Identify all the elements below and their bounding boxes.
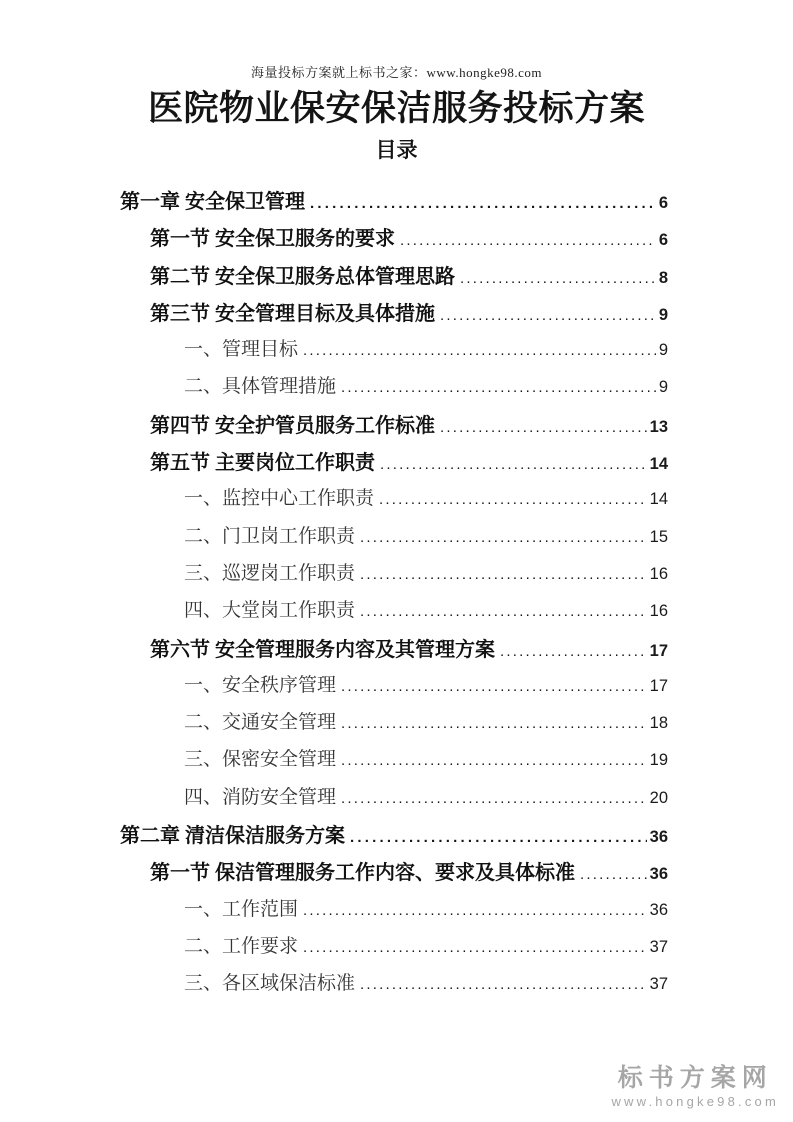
promo-header-text: 海量投标方案就上标书之家：www.hongke98.com	[251, 65, 542, 80]
watermark	[611, 1065, 779, 1109]
toc-entry-page: 13	[649, 417, 668, 436]
toc-entry[interactable]	[120, 371, 668, 408]
toc-leader-dots	[580, 862, 647, 885]
toc-leader-dots	[440, 303, 656, 326]
toc-entry[interactable]	[120, 782, 668, 819]
toc-entry[interactable]	[120, 558, 668, 595]
toc-entry-label: 第二章 清洁保洁服务方案	[120, 825, 345, 848]
toc-entry[interactable]	[120, 334, 668, 371]
toc-entry[interactable]	[120, 483, 668, 520]
toc-entry-label: 三、各区域保洁标准	[184, 973, 356, 995]
toc-entry[interactable]	[120, 670, 668, 707]
toc-entry-page: 9	[658, 341, 668, 360]
toc-entry-label: 四、消防安全管理	[184, 786, 337, 808]
toc-entry[interactable]	[120, 222, 668, 259]
toc-entry-label: 第五节 主要岗位工作职责	[150, 452, 375, 475]
toc-entry[interactable]	[120, 819, 668, 856]
toc-leader-dots	[500, 639, 647, 662]
toc-entry-label: 二、工作要求	[184, 935, 299, 957]
toc-entry-label: 四、大堂岗工作职责	[184, 600, 356, 622]
toc-leader-dots	[380, 452, 647, 475]
toc-leader-dots	[341, 749, 647, 771]
toc-entry[interactable]	[120, 633, 668, 670]
toc-leader-dots	[460, 266, 656, 289]
toc-entry[interactable]	[120, 894, 668, 931]
toc-entry-label: 第一节 安全保卫服务的要求	[150, 228, 395, 251]
toc-entry-page: 9	[658, 305, 668, 324]
toc-leader-dots	[303, 899, 647, 921]
toc-entry-label: 一、工作范围	[184, 898, 299, 920]
toc-entry[interactable]	[120, 595, 668, 632]
toc-entry-page: 6	[658, 231, 668, 250]
toc-leader-dots	[360, 526, 647, 548]
toc-entry[interactable]	[120, 707, 668, 744]
toc-entry-page: 17	[649, 641, 668, 660]
toc-entry[interactable]	[120, 446, 668, 483]
toc-entry[interactable]	[120, 931, 668, 968]
toc-entry-page: 14	[649, 455, 668, 474]
toc-entry[interactable]	[120, 297, 668, 334]
toc-entry-label: 第六节 安全管理服务内容及其管理方案	[150, 638, 495, 661]
toc-leader-dots	[360, 600, 647, 622]
toc-entry-label: 二、具体管理措施	[184, 376, 337, 398]
toc-leader-dots	[303, 936, 647, 958]
toc-entry-label: 第一章 安全保卫管理	[120, 191, 305, 213]
toc-entry-page: 17	[649, 676, 668, 695]
toc-leader-dots	[310, 191, 656, 214]
toc-entry-page: 18	[649, 714, 668, 733]
toc-entry-page: 16	[649, 602, 668, 621]
toc-leader-dots	[379, 488, 647, 510]
toc-entry-label: 第一节 保洁管理服务工作内容、要求及具体标准	[150, 862, 575, 885]
toc-entry-label: 一、安全秩序管理	[184, 674, 337, 696]
toc-entry-page: 37	[649, 937, 668, 956]
toc-entry-label: 第二节 安全保卫服务总体管理思路	[150, 265, 455, 288]
toc-list	[120, 185, 668, 1006]
toc-entry-label: 二、门卫岗工作职责	[184, 525, 356, 547]
toc-entry-label: 一、管理目标	[184, 339, 299, 361]
toc-leader-dots	[400, 228, 656, 251]
toc-entry[interactable]	[120, 185, 668, 222]
toc-entry-label: 第四节 安全护管员服务工作标准	[150, 414, 435, 437]
toc-leader-dots	[341, 675, 647, 697]
toc-leader-dots	[341, 712, 647, 734]
toc-entry-page: 15	[649, 527, 668, 546]
toc-leader-dots	[341, 787, 647, 809]
toc-entry-page: 6	[658, 194, 668, 212]
toc-entry-label: 一、监控中心工作职责	[184, 488, 375, 510]
toc-entry[interactable]	[120, 409, 668, 446]
toc-entry-page: 14	[649, 490, 668, 509]
toc-entry[interactable]	[120, 744, 668, 781]
toc-entry[interactable]	[120, 260, 668, 297]
toc-entry-page: 36	[649, 900, 668, 919]
toc-entry-label: 二、交通安全管理	[184, 712, 337, 734]
toc-entry-page: 37	[649, 975, 668, 994]
toc-heading: 目录	[375, 138, 418, 162]
toc-entry-page: 36	[649, 865, 668, 884]
toc-entry[interactable]	[120, 856, 668, 893]
toc-entry-label: 三、巡逻岗工作职责	[184, 562, 356, 584]
toc-entry-page: 16	[649, 564, 668, 583]
toc-leader-dots	[350, 825, 647, 848]
toc-entry[interactable]	[120, 521, 668, 558]
watermark-site-url: www.hongke98.com	[611, 1094, 779, 1109]
toc-entry-page: 36	[649, 828, 668, 847]
toc-entry-page: 9	[658, 378, 668, 397]
toc-leader-dots	[360, 563, 647, 585]
toc-entry-page: 8	[658, 268, 668, 287]
toc-entry[interactable]	[120, 968, 668, 1005]
toc-entry-label: 第三节 安全管理目标及具体措施	[150, 302, 435, 325]
watermark-site-name: 标书方案网	[617, 1064, 773, 1092]
toc-entry-page: 19	[649, 751, 668, 770]
toc-entry-page: 20	[649, 788, 668, 807]
document-title: 医院物业保安保洁服务投标方案	[147, 89, 645, 128]
toc-leader-dots	[341, 376, 656, 398]
toc-leader-dots	[303, 339, 656, 361]
toc-leader-dots	[440, 415, 647, 438]
toc-leader-dots	[360, 973, 647, 995]
toc-entry-label: 三、保密安全管理	[184, 749, 337, 771]
